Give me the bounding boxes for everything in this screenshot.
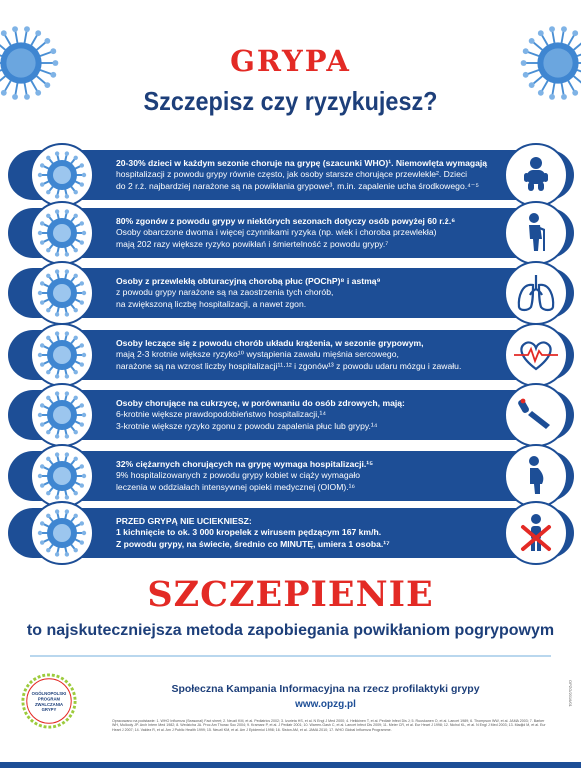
risk-band-line: narażone są na wzrost liczby hospitalizacji¹¹·¹² i zgonów¹³ z powodu udaru mózgu i zawału. (116, 360, 462, 371)
risk-band-line: na zwiększoną liczbę hospitalizacji, a nawet zgon. (116, 298, 307, 309)
risk-band-line: 9% hospitalizowanych z powodu grypy kobiet w ciąży wymagało (116, 470, 361, 481)
virus-icon (30, 501, 94, 565)
risk-band-line: 20-30% dzieci w każdym sezonie choruje na grypę (szacunki WHO)¹. Niemowlęta wymagają (116, 158, 488, 169)
risk-band-line: z powodu grypy narażone są na zaostrzenia tych chorób, (116, 287, 334, 298)
logo-line-3: ZWALCZANIA (34, 701, 64, 707)
logo-line-4: GRYPY (41, 707, 57, 713)
risk-band-text (116, 150, 500, 200)
risk-band-line: 80% zgonów z powodu grypy w niektórych sezonach dotyczy osób powyżej 60 r.ż.⁶ (116, 216, 456, 227)
risk-band-line: 6-krotnie większe prawdopodobieństwo hospitalizacji,¹⁴ (116, 409, 327, 420)
risk-band-line: Osoby chorujące na cukrzycę, w porównaniu do osób zdrowych, mają: (116, 398, 405, 409)
document-code: OPZG/2016/01 (568, 680, 573, 707)
heart-pulse-icon (504, 323, 568, 387)
risk-band (8, 208, 574, 258)
virus-icon (30, 444, 94, 508)
logo-line-1: OGÓLNOPOLSKI (31, 691, 67, 697)
risk-band-line: hospitalizacji z powodu grypy równie często, jak osoby starsze chorujące przewlekle². Dzieci (116, 169, 468, 180)
risk-band-text (116, 508, 500, 558)
pregnant-woman-icon (504, 444, 568, 508)
elderly-person-icon (504, 201, 568, 265)
risk-band-line: 32% ciężarnych chorujących na grypę wymaga hospitalizacji.¹⁵ (116, 459, 374, 470)
risk-band (8, 330, 574, 380)
risk-band-line: Osoby obarczone dwoma i więcej czynnikami ryzyka (np. wiek i choroba przewlekła) (116, 227, 437, 238)
baby-icon (504, 143, 568, 207)
risk-band (8, 390, 574, 440)
risk-band-line: Osoby leczące się z powodu chorób układu krążenia, w sezonie grypowym, (116, 338, 424, 349)
risk-band-line: Osoby z przewlekłą obturacyjną chorobą płuc (POChP)⁸ i astmą⁹ (116, 276, 381, 287)
risk-band-line: Z powodu grypy, na świecie, średnio co MINUTĘ, umiera 1 osoba.¹⁷ (116, 538, 390, 549)
risk-band-text (116, 268, 500, 318)
risk-band-text (116, 390, 500, 440)
vaccination-headline: SZCZEPIENIE (147, 574, 434, 615)
lungs-icon (504, 261, 568, 325)
risk-band-line: mają 202 razy większe ryzyko powikłań i śmiertelność z powodu grypy.⁷ (116, 238, 389, 249)
page-subtitle: Szczepisz czy ryzykujesz? (143, 86, 438, 116)
risk-band (8, 451, 574, 501)
risk-band-text (116, 330, 500, 380)
virus-icon (30, 143, 94, 207)
vaccination-tagline: to najskuteczniejsza metoda zapobiegania powikłaniom pogrypowym (26, 622, 555, 639)
risk-band-text (116, 208, 500, 258)
website-link[interactable]: www.opzg.pl (295, 699, 356, 710)
risk-band-line: 3-krotnie większe ryzyko zgonu z powodu zapalenia płuc lub grypy.¹⁴ (116, 420, 378, 431)
virus-icon (30, 201, 94, 265)
risk-band-line: PRZED GRYPĄ NIE UCIEKNIESZ: (116, 516, 252, 527)
crossed-person-icon (504, 501, 568, 565)
risk-band (8, 150, 574, 200)
virus-icon (30, 383, 94, 447)
glucose-test-icon (504, 383, 568, 447)
page-title: GRYPA (230, 44, 351, 78)
footer-divider (30, 655, 551, 657)
risk-band-line: 1 kichnięcie to ok. 3 000 kropelek z wirusem pędzącym 167 km/h. (116, 527, 382, 538)
risk-band (8, 508, 574, 558)
risk-band-line: leczenia w oddziałach intensywnej opieki medycznej (OIOM).¹⁶ (116, 481, 356, 492)
virus-icon (30, 261, 94, 325)
risk-band-line: mają 2-3 krotnie większe ryzyko¹⁰ wystąpienia zawału mięśnia sercowego, (116, 349, 399, 360)
risk-band-text (116, 451, 500, 501)
virus-icon (30, 323, 94, 387)
footer-bar (0, 762, 581, 768)
campaign-name: Społeczna Kampania Informacyjna na rzecz profilaktyki grypy (171, 683, 480, 695)
risk-band-line: do 2 r.ż. najbardziej narażone są na powikłania grypowe³, m.in. zapalenie ucha środkowego.⁴⁻⁵ (116, 180, 479, 191)
logo-line-2: PROGRAM (37, 696, 61, 702)
risk-band (8, 268, 574, 318)
references-fine-print: Opracowano na podstawie: 1. WHO Influenza (Seasonal) Fact sheet; 2. Neuzil KM, et al. Pediatrics 2002; 3. Izurieta HS, et al. N Engl J Med 2000; 4. Heikkinen T, et al. Pediatr Infect Dis J; 5. Ruuskanen O, et al. Lancet 1989; 6. Thompson WW, et al. JAMA 2003; 7. Barker WH, Mullooly JP. Arch Intern Med 1982; 8. Wedzicha JA. Proc Am Thorac Soc 2004; 9. Kramarz P, et al. J Pediatr 2001; 10. Warren-Gash C, et al. Lancet Infect Dis 2009; 11. Meier CR, et al. Eur Heart J 1998; 12. Nichol KL, et al. N Engl J Med 2003; 13. Madjid M, et al. Eur Heart J 2007; 14. Valdez R, et al. Am J Public Health 1999; 15. Neuzil KM, et al. Am J Epidemiol 1998; 16. Siston AM, et al. JAMA 2010; 17. WHO Global Influenza Programme. (112, 719, 546, 732)
program-logo (20, 672, 78, 730)
